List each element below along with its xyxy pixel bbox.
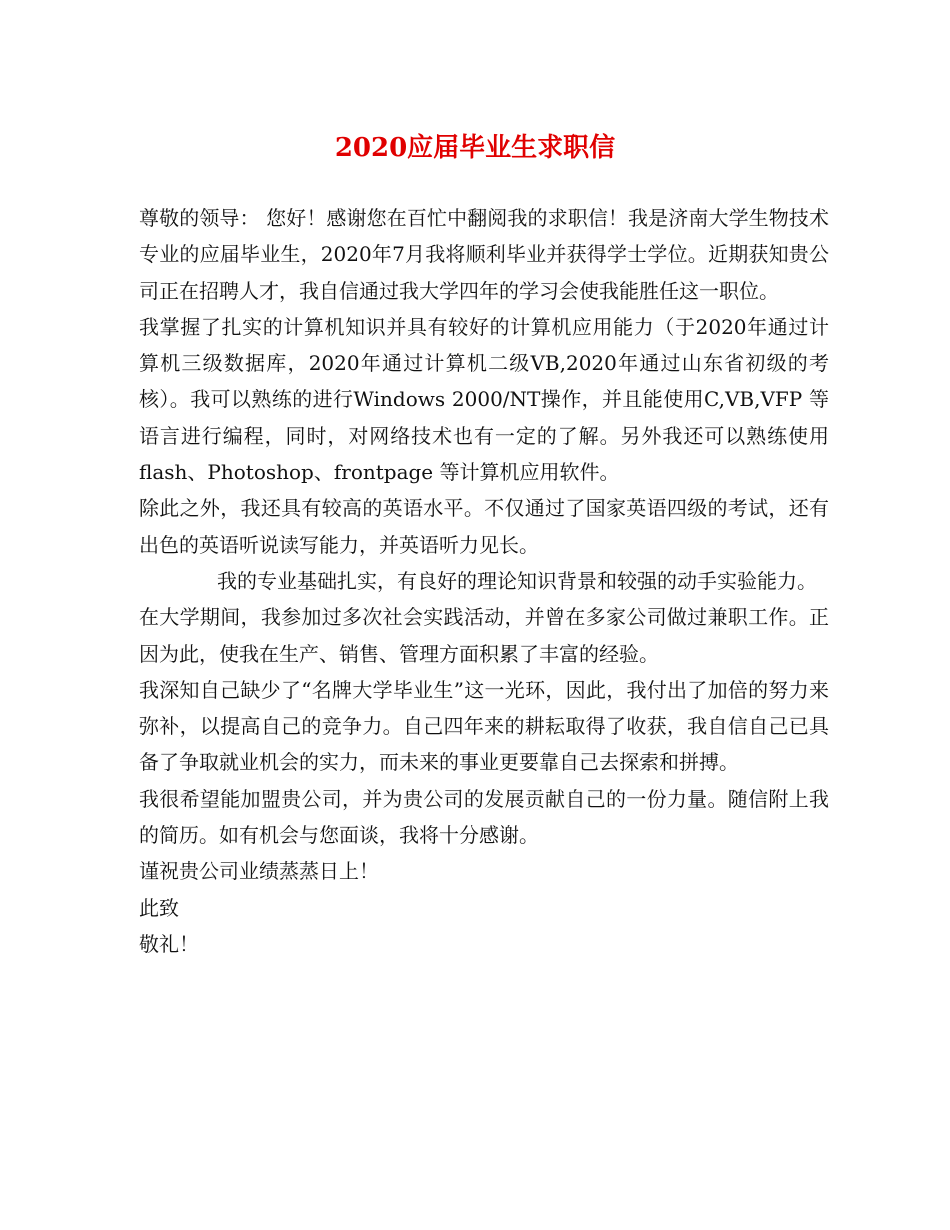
paragraph-english-skills: 除此之外，我还具有较高的英语水平。不仅通过了国家英语四级的考试，还有出色的英语听说读写能力，并英语听力见长。 xyxy=(139,496,829,557)
paragraph-wishes: 谨祝贵公司业绩蒸蒸日上！ xyxy=(139,859,379,884)
paragraph-computer-skills: 我掌握了扎实的计算机知识并具有较好的计算机应用能力（于2020年通过计算机三级数据库，2020年通过计算机二级VB,2020年通过山东省初级的考核）。我可以熟练的进行Windows 2000/NT操作，并且能使用C,VB,VFP 等语言进行编程，同时，对网络技术也有一定的了解。另外我还可以熟练使用flash、Photoshop、frontpage 等计算机应用软件。 xyxy=(139,314,829,485)
paragraph-hope-to-join: 我很希望能加盟贵公司，并为贵公司的发展贡献自己的一份力量。随信附上我的简历。如有机会与您面谈，我将十分感谢。 xyxy=(139,786,829,848)
paragraph-self-effort: 我深知自己缺少了“名牌大学毕业生”这一光环，因此，我付出了加倍的努力来弥补，以提高自己的竞争力。自己四年来的耕耘取得了收获，我自信自己已具备了争取就业机会的实力，而未来的事业更要靠自己去探索和拼搏。 xyxy=(139,677,829,775)
paragraph-greeting: 尊敬的领导： 您好！感谢您在百忙中翻阅我的求职信！我是济南大学生物技术专业的应届毕业生，2020年7月我将顺利毕业并获得学士学位。近期获知贵公司正在招聘人才，我自信通过我大学四年的学习会使我能胜任这一职位。 xyxy=(139,206,829,303)
closing-cizhi: 此致 xyxy=(139,895,179,920)
letter-body xyxy=(139,200,829,962)
paragraph-professional-basis: 我的专业基础扎实，有良好的理论知识背景和较强的动手实验能力。 xyxy=(217,568,817,593)
paragraph-social-practice: 在大学期间，我参加过多次社会实践活动，并曾在多家公司做过兼职工作。正因为此，使我在生产、销售、管理方面积累了丰富的经验。 xyxy=(139,605,829,666)
document-title: 2020应届毕业生求职信 xyxy=(334,133,616,163)
closing-jingli: 敬礼！ xyxy=(139,931,199,956)
